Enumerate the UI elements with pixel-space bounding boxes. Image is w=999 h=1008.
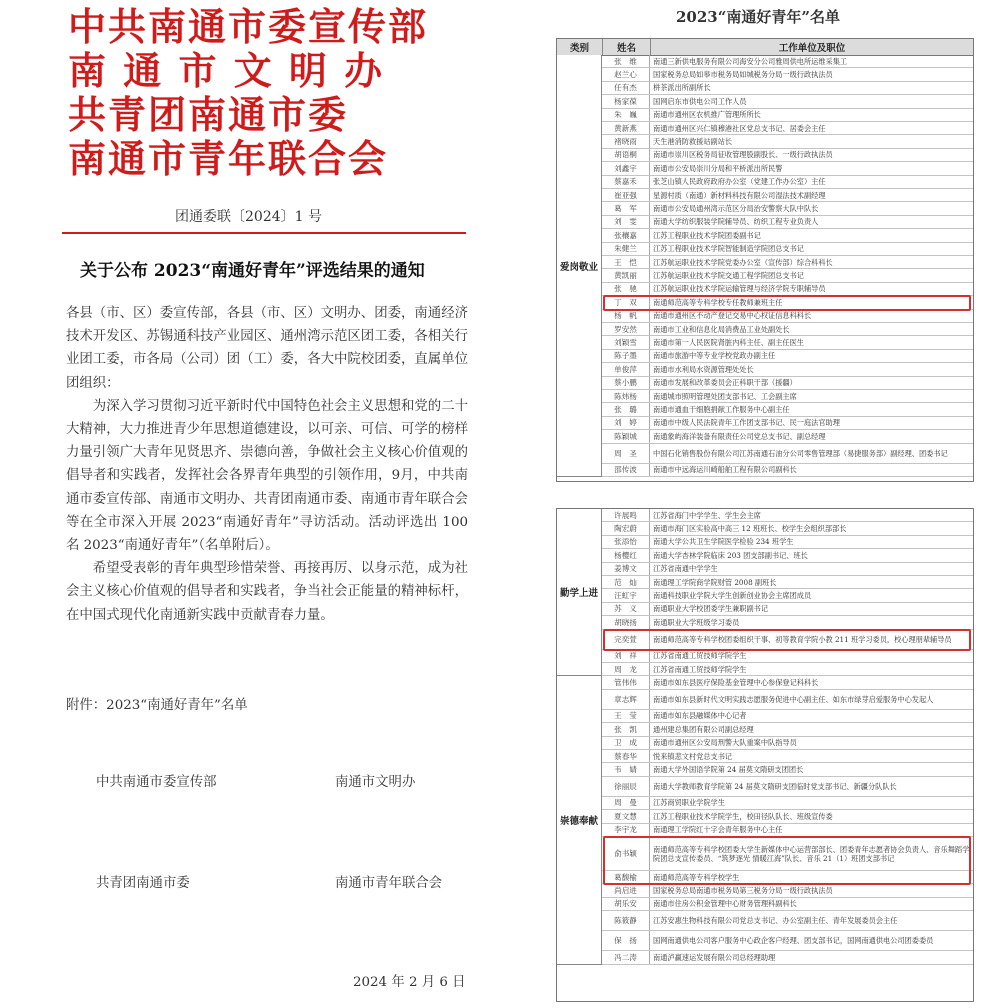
work-unit-position: 南通城市照明管理处团支部书记、工会副主席 bbox=[653, 391, 797, 401]
work-unit-position: 南通市通州区不动产登记交易中心权证信息科科长 bbox=[653, 311, 812, 321]
table-row bbox=[602, 690, 973, 710]
work-unit-position: 通州建总集团有限公司副总经理 bbox=[653, 724, 754, 734]
table-row bbox=[602, 95, 973, 108]
person-name: 王 莹 bbox=[602, 710, 650, 722]
table-row bbox=[602, 763, 973, 776]
work-unit-position: 南通市海门区实验高中高三 12 班班长、校学生会组织部部长 bbox=[653, 524, 847, 534]
table-row bbox=[602, 676, 973, 689]
issuer-header-line: 共青团南通市委 bbox=[68, 93, 349, 137]
work-unit-position: 江苏航运职业技术学院交通工程学院团总支书记 bbox=[653, 271, 804, 281]
person-name: 胡语桐 bbox=[602, 149, 650, 161]
notice-paragraph: 希望受表彰的青年典型珍惜荣誉、再接再厉、以身示范，成为社会主义核心价值观的倡导者和实践者，争当社会正能量的精神标杆，在中国式现代化南通新实践中贡献青春力量。 bbox=[66, 561, 468, 623]
person-name: 张 璐 bbox=[602, 403, 650, 415]
person-name: 张 维 bbox=[602, 55, 650, 67]
issuer-header-line: 南通市青年联合会 bbox=[68, 137, 389, 181]
person-name: 保 扬 bbox=[602, 931, 650, 950]
person-name: 陈颖城 bbox=[602, 430, 650, 442]
person-name: 刘鑫宇 bbox=[602, 162, 650, 174]
person-name: 陈子墨 bbox=[602, 350, 650, 362]
work-unit-position: 南通大学公共卫生学院医学检验 234 班学生 bbox=[653, 537, 794, 547]
work-unit-position: 南通象屿海洋装备有限责任公司党总支书记、副总经理 bbox=[653, 431, 826, 441]
table-row bbox=[602, 243, 973, 256]
person-name: 刘颖雪 bbox=[602, 336, 650, 348]
table-row bbox=[602, 444, 973, 464]
notice-paragraph: 为深入学习贯彻习近平新时代中国特色社会主义思想和党的二十大精神，大力推进青少年思想道德建设，以可亲、可信、可学的榜样力量引领广大青年见贤思齐、崇德向善，争做社会主义核心价值观的倡导者和实践者，发挥社会各界青年典型的引领作用，9月，中共南通市委宣传部、南通市文明办、共青团南通市委、南通市青年联合会等在全市深入开展 2023“南通好青年”寻访活动。活动评选出 100 名 2023“南通好青年”（名单附后）。 bbox=[66, 398, 468, 554]
work-unit-position: 南通市通血干细胞捐献工作服务中心副主任 bbox=[653, 405, 790, 415]
table-row bbox=[602, 663, 973, 676]
table-row bbox=[602, 149, 973, 162]
highlight-box bbox=[603, 629, 971, 651]
person-name: 杨 帆 bbox=[602, 310, 650, 322]
work-unit-position: 江苏省南通中学学生 bbox=[653, 564, 718, 574]
work-unit-position: 南通市公安局崇川分局和平桥派出所民警 bbox=[653, 163, 783, 173]
table-row bbox=[602, 283, 973, 296]
person-name: 卫 成 bbox=[602, 737, 650, 749]
table-row bbox=[602, 430, 973, 443]
work-unit-position: 江苏安惠生物科技有限公司党总支书记、办公室副主任、青年发展委员会主任 bbox=[653, 916, 898, 926]
work-unit-position: 江苏省南通工贸技师学院学生 bbox=[653, 664, 747, 674]
notice-body bbox=[66, 302, 468, 627]
table-row bbox=[602, 323, 973, 336]
person-name: 苏 义 bbox=[602, 603, 650, 615]
work-unit-position: 南通市旅游中等专业学校党政办副主任 bbox=[653, 351, 776, 361]
table-row bbox=[602, 216, 973, 229]
person-name: 管伟伟 bbox=[602, 676, 650, 688]
work-unit-position: 江苏工程职业技术学院智能制造学院团总支书记 bbox=[653, 244, 804, 254]
work-unit-position: 南通市通州区公安局刑警大队重案中队指导员 bbox=[653, 738, 797, 748]
work-unit-position: 南通师范高等专科学校团委大学生新媒体中心运营部部长、团委青年志愿者协会负责人、音乐舞蹈学院团总支宣传委员、“筑梦逐光 情暖江海”队长、音乐 21（1）班团支部书记 bbox=[653, 844, 970, 863]
person-name: 冯二涛 bbox=[602, 951, 650, 963]
table-row bbox=[602, 55, 973, 68]
person-name: 汪虹宇 bbox=[602, 589, 650, 601]
work-unit-position: 南通市中级人民法院青年工作团支部书记、民一庭法官助理 bbox=[653, 418, 840, 428]
person-name: 张 凯 bbox=[602, 723, 650, 735]
person-name: 王 恺 bbox=[602, 256, 650, 268]
work-unit-position: 南通市发展和改革委员会正科职干部（援疆） bbox=[653, 378, 797, 388]
signature-org: 南通市青年联合会 bbox=[335, 876, 443, 891]
person-name: 罗安然 bbox=[602, 323, 650, 335]
work-unit-position: 江苏工程职业技术学院团委副书记 bbox=[653, 230, 761, 240]
person-name: 张 驰 bbox=[602, 283, 650, 295]
table-row bbox=[602, 797, 973, 810]
table-row bbox=[602, 616, 973, 629]
table-row bbox=[602, 269, 973, 282]
table-row bbox=[602, 777, 973, 797]
work-unit-position: 南通市公安局通州湾示范区分局治安警察大队中队长 bbox=[653, 204, 819, 214]
signature-org: 中共南通市委宣传部 bbox=[96, 775, 217, 790]
person-name: 夏文慧 bbox=[602, 810, 650, 822]
name-list-title: 2023“南通好青年”名单 bbox=[675, 8, 840, 26]
work-unit-position: 南通职业大学校团委学生兼职副书记 bbox=[653, 604, 769, 614]
table-row bbox=[602, 536, 973, 549]
work-unit-position: 江苏省海门中学学生、学生会主席 bbox=[653, 510, 761, 520]
person-name: 尚启进 bbox=[602, 884, 650, 896]
table-row bbox=[602, 522, 973, 535]
work-unit-position: 张芝山镇人民政府政府办公室（党建工作办公室）主任 bbox=[653, 177, 826, 187]
person-name: 邵传波 bbox=[602, 464, 650, 476]
signature-org: 共青团南通市委 bbox=[96, 876, 190, 891]
work-unit-position: 南通市通州区农机推广管理所所长 bbox=[653, 110, 761, 120]
document-number: 团通委联〔2024〕1 号 bbox=[175, 209, 322, 225]
work-unit-position: 南通大学纺织服装学院辅导员、纺织工程专业负责人 bbox=[653, 217, 819, 227]
table-row bbox=[602, 229, 973, 242]
person-name: 章志辉 bbox=[602, 690, 650, 709]
work-unit-position: 江苏航运职业技术学院运输管理与经济学院专职辅导员 bbox=[653, 284, 826, 294]
work-unit-position: 南通泸赢速运发展有限公司总经理助理 bbox=[653, 952, 776, 962]
person-name: 陈筱静 bbox=[602, 911, 650, 930]
table-row bbox=[602, 176, 973, 189]
work-unit-position: 南通市水利局水资源管理处处长 bbox=[653, 364, 754, 374]
person-name: 朱 巍 bbox=[602, 109, 650, 121]
table-row bbox=[602, 417, 973, 430]
work-unit-position: 南通职业大学班级学习委员 bbox=[653, 617, 740, 627]
highlight-box bbox=[603, 295, 971, 310]
person-name: 任有杰 bbox=[602, 82, 650, 94]
table-row bbox=[602, 589, 973, 602]
red-divider bbox=[62, 232, 466, 234]
person-name: 张穰嘉 bbox=[602, 229, 650, 241]
table-row bbox=[602, 737, 973, 750]
person-name: 黄凯丽 bbox=[602, 269, 650, 281]
table-row bbox=[602, 931, 973, 951]
person-name: 周 曼 bbox=[602, 797, 650, 809]
table-row bbox=[602, 710, 973, 723]
table-row bbox=[602, 390, 973, 403]
table-row bbox=[602, 122, 973, 135]
table-row bbox=[602, 162, 973, 175]
table-row bbox=[602, 310, 973, 323]
work-unit-position: 南通科技职业学院大学生创新创业协会主席团成员 bbox=[653, 591, 812, 601]
work-unit-position: 国家税务总局南通市税务局第三税务分局一级行政执法员 bbox=[653, 886, 833, 896]
person-name: 蔡小鹏 bbox=[602, 377, 650, 389]
issuer-header-line: 中共南通市委宣传部 bbox=[68, 5, 429, 49]
person-name: 姜博文 bbox=[602, 563, 650, 575]
table-row bbox=[602, 951, 973, 964]
person-name: 朱健兰 bbox=[602, 243, 650, 255]
work-unit-position: 南通市如东县新时代文明实践志愿服务促进中心副主任、如东市绿芽启爱服务中心发起人 bbox=[653, 694, 934, 704]
table-row bbox=[602, 824, 973, 837]
issuer-header-line: 南 通 市 文 明 办 bbox=[68, 49, 385, 93]
person-name: 韦 婧 bbox=[602, 763, 650, 775]
person-name: 葛馥榆 bbox=[602, 871, 650, 883]
work-unit-position: 中国石化销售股份有限公司江苏南通石油分公司零售管理部（易捷服务部）副经理、团委书记 bbox=[653, 448, 948, 458]
table-row bbox=[602, 911, 973, 931]
work-unit-position: 南通市如东县融媒体中心记者 bbox=[653, 711, 747, 721]
person-name: 徐丽辰 bbox=[602, 777, 650, 796]
person-name: 赵兰心 bbox=[602, 68, 650, 80]
person-name: 陈炜杨 bbox=[602, 390, 650, 402]
table-row bbox=[602, 109, 973, 122]
work-unit-position: 星源村质（南通）新材料科技有限公司湿法技术副经理 bbox=[653, 190, 826, 200]
table-row bbox=[602, 202, 973, 215]
person-name: 胡晓扬 bbox=[602, 616, 650, 628]
person-name: 陶宏蔚 bbox=[602, 522, 650, 534]
table-row bbox=[602, 256, 973, 269]
work-unit-position: 南通师范高等专科学校学生 bbox=[653, 872, 740, 882]
table-row bbox=[602, 750, 973, 763]
table-row bbox=[602, 135, 973, 148]
name-list-table-page-2 bbox=[556, 508, 974, 1002]
person-name: 丁 双 bbox=[602, 296, 650, 308]
table-row bbox=[602, 603, 973, 616]
header-unit: 工作单位及职位 bbox=[778, 43, 846, 54]
work-unit-position: 南通理工学院红十字会青年服务中心主任 bbox=[653, 825, 783, 835]
header-name: 姓名 bbox=[603, 39, 651, 55]
person-name: 蔡春华 bbox=[602, 750, 650, 762]
attachment-note: 附件：2023“南通好青年”名单 bbox=[66, 698, 248, 713]
table-row bbox=[602, 650, 973, 663]
work-unit-position: 江苏省南通工贸技师学院学生 bbox=[653, 651, 747, 661]
work-unit-position: 南通市第一人民医院肾脏内科主任、副主任医生 bbox=[653, 338, 804, 348]
table-row bbox=[602, 898, 973, 911]
name-list-attachment bbox=[548, 0, 993, 1008]
person-name: 刘 雯 bbox=[602, 216, 650, 228]
person-name: 李宇龙 bbox=[602, 824, 650, 836]
work-unit-position: 南通市如东县医疗保险基金管理中心参保登记科科长 bbox=[653, 678, 819, 688]
work-unit-position: 天生港消防救援站副站长 bbox=[653, 137, 733, 147]
person-name: 张添怡 bbox=[602, 536, 650, 548]
work-unit-position: 国网南通供电公司客户服务中心政企客户经理、团支部书记，国网南通供电公司团委委员 bbox=[653, 936, 934, 946]
person-name: 葛 军 bbox=[602, 202, 650, 214]
table-row bbox=[602, 377, 973, 390]
work-unit-position: 南通市中远海运川崎船舶工程有限公司副科长 bbox=[653, 465, 797, 475]
work-unit-position: 栟茶派出所副所长 bbox=[653, 83, 711, 93]
work-unit-position: 国家税务总局如皋市税务局如城税务分局一级行政执法员 bbox=[653, 70, 833, 80]
person-name: 周 圣 bbox=[602, 444, 650, 463]
work-unit-position: 江苏商贸职业学院学生 bbox=[653, 798, 725, 808]
table-row bbox=[602, 563, 973, 576]
person-name: 范 灿 bbox=[602, 576, 650, 588]
table-header bbox=[557, 39, 973, 56]
work-unit-position: 江苏航运职业技术学院党委办公室（宣传部）综合科科长 bbox=[653, 257, 833, 267]
person-name: 蔡嘉禾 bbox=[602, 176, 650, 188]
work-unit-position: 南通理工学院商学院财管 2008 副班长 bbox=[653, 577, 777, 587]
work-unit-position: 南通大学教师教育学院第 24 届莫文隋研支团临时党支部书记、新疆分队队长 bbox=[653, 781, 897, 791]
person-name: 褚晓雨 bbox=[602, 135, 650, 147]
person-name: 杨家葆 bbox=[602, 95, 650, 107]
person-name: 单俊萍 bbox=[602, 363, 650, 375]
table-row bbox=[602, 363, 973, 376]
work-unit-position: 江苏工程职业技术学院学生，校田径队队长、班级宣传委 bbox=[653, 811, 833, 821]
person-name: 刘 婷 bbox=[602, 417, 650, 429]
notice-title: 关于公布 2023“南通好青年”评选结果的通知 bbox=[80, 261, 425, 281]
work-unit-position: 国网启东市供电公司工作人员 bbox=[653, 96, 747, 106]
work-unit-position: 南通大学外国语学院第 24 届莫文隋研支团团长 bbox=[653, 765, 804, 775]
work-unit-position: 南通大学杏林学院临床 203 团支部副书记、班长 bbox=[653, 550, 808, 560]
person-name: 俞书颖 bbox=[602, 837, 650, 870]
highlight-box bbox=[603, 836, 971, 885]
person-name: 胡乐安 bbox=[602, 898, 650, 910]
table-row bbox=[602, 350, 973, 363]
person-name: 许展鸣 bbox=[602, 509, 650, 521]
person-name: 崔亚强 bbox=[602, 189, 650, 201]
work-unit-position: 南通市通州区兴仁镇穆港社区党总支书记、居委会主任 bbox=[653, 123, 826, 133]
person-name: 完奕萱 bbox=[602, 630, 650, 649]
person-name: 杨樱红 bbox=[602, 549, 650, 561]
table-row bbox=[602, 576, 973, 589]
work-unit-position: 南通师范高等专科学校专任教师兼班主任 bbox=[653, 297, 783, 307]
work-unit-position: 悦来镇悲文村党总支书记 bbox=[653, 751, 733, 761]
work-unit-position: 南通市住房公积金管理中心财务管理科副科长 bbox=[653, 899, 797, 909]
work-unit-position: 南通市崇川区税务局征收管理股副股长、一级行政执法员 bbox=[653, 150, 833, 160]
work-unit-position: 南通市工业和信息化局消费品工业处副处长 bbox=[653, 324, 790, 334]
table-row bbox=[602, 810, 973, 823]
work-unit-position: 南通三新供电服务有限公司海安分公司雅周供电所运维采集工 bbox=[653, 56, 848, 66]
person-name: 刘 祥 bbox=[602, 650, 650, 662]
person-name: 周 龙 bbox=[602, 663, 650, 675]
category-cell: 崇德奉献 bbox=[557, 676, 602, 964]
table-row bbox=[602, 336, 973, 349]
name-list-table-page-1 bbox=[556, 38, 974, 482]
table-row bbox=[602, 189, 973, 202]
table-row bbox=[602, 82, 973, 95]
issue-date: 2024 年 2 月 6 日 bbox=[353, 975, 466, 990]
table-row bbox=[602, 509, 973, 522]
table-row bbox=[602, 723, 973, 736]
category-cell: 勤学上进 bbox=[557, 509, 602, 676]
table-row bbox=[602, 549, 973, 562]
notice-salutation: 各县（市、区）委宣传部，各县（市、区）文明办、团委，南通经济技术开发区、苏锡通科技产业园区、通州湾示范区团工委，各相关行业团工委，市各局（公司）团（工）委，各大中院校团委，直属单位团组织： bbox=[66, 306, 468, 391]
signature-org: 南通市文明办 bbox=[335, 775, 416, 790]
table-row bbox=[602, 68, 973, 81]
table-row bbox=[602, 884, 973, 897]
table-row bbox=[602, 403, 973, 416]
table-row bbox=[602, 464, 973, 477]
work-unit-position: 南通师范高等专科学校团委组织干事、初等教育学院小教 211 班学习委员，校心理朋辈辅导员 bbox=[653, 634, 952, 644]
header-category: 类别 bbox=[557, 39, 603, 55]
person-name: 黄新燕 bbox=[602, 122, 650, 134]
category-cell: 爱岗敬业 bbox=[557, 55, 602, 477]
